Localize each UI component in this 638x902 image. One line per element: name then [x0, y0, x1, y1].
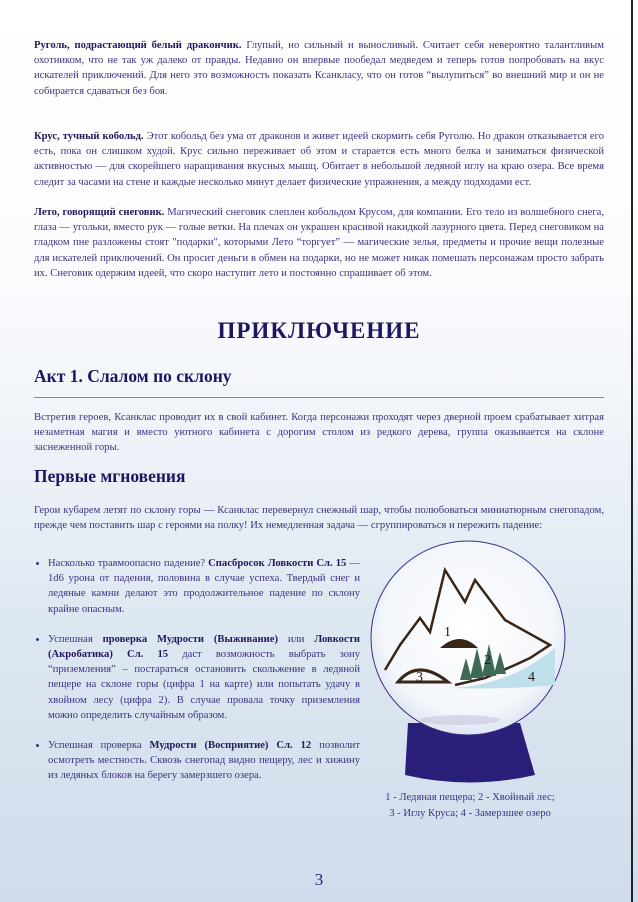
- npc-name: Руголь, подрастающий белый дракончик.: [34, 40, 242, 51]
- map-caption: 1 - Ледяная пещера; 2 - Хвойный лес; 3 - Иглу Круса; 4 - Замерзшее озеро: [385, 792, 555, 819]
- npc-name: Лето, говорящий снеговик.: [34, 207, 165, 218]
- section-text: Герои кубарем летят по склону горы — Ксанклас перевернул снежный шар, чтобы полюбоваться миниатюрным снегопадом, прежде чем поставить шар с героями на полку! Их немедленная задача — сгруппироваться и пережить падение:: [34, 505, 604, 532]
- bullet-list: [30, 556, 360, 799]
- list-item: • Насколько травмоопасно падение? Спасбросок Ловкости Сл. 15 — 1d6 урона от падения, половина в случае успеха. Твердый снег и ледяные камни делают это продолжительное падение по склону крайне опасным.: [48, 556, 360, 617]
- list-item: • Успешная проверка Мудрости (Восприятие) Сл. 12 позволит осмотреть местность. Сквозь снегопад видно пещеру, лес и хижину из ледяных блоков на берегу замерзшего озера.: [48, 738, 360, 784]
- npc-leto: [34, 205, 604, 281]
- section-title: Первые мгновения: [34, 466, 186, 486]
- npc-text: Глупый, но сильный и выносливый. Считает себя невероятно талантливым охотником, что не так уж далеко от правды. Недавно он впервые пообедал медведем и теперь готов попробовать на вкус искателей приключений. Для него это возможность показать Ксанкласу, что он готов “вылупиться” во внешний мир и он не собирается сдаваться без боя.: [34, 40, 604, 97]
- npc-rugol: [34, 38, 604, 99]
- map-label: 3: [416, 670, 423, 685]
- map-label: 1: [444, 625, 451, 640]
- act-text: Встретив героев, Ксанклас проводит их в свой кабинет. Когда персонажи проходят через дверной проем срабатывает хитрая незаметная магия и вместо уютного кабинета с дорогим столом из редкого дерева, группа оказывается на склоне заснеженной горы.: [34, 412, 604, 454]
- npc-text: Этот кобольд без ума от драконов и живет идеей скормить себя Руголю. Но дракон отказывается его есть, пока он слишком худой. Крус сильно переживает об этом и старается есть много белка и заниматься физической активностью — для скорейшего наращивания вкусных мышц. Обитает в небольшой ледяной иглу на краю озера. Все время следит за часами на стене и каждые несколько минут делает физические упражнения, а между подходами ест.: [34, 131, 604, 188]
- map-label: 4: [528, 670, 535, 685]
- page-number: 3: [314, 870, 324, 889]
- page-edge: [631, 0, 633, 902]
- npc-krus: [34, 129, 604, 190]
- npc-text: Магический снеговик слеплен кобольдом Крусом, для компании. Его тело из волшебного снега, глаза — угольки, вместо рук — голые ветки. На плечах он украшен красивой накидкой лазурного цвета. Перед снеговиком на гладком пне разложены стоят "подарки", которыми Лето “торгует” — магические зелья, предметы и прочие вещи полезные для искателей приключений. Он просит деньги в обмен на подарки, но не может никак помешать персонажам просто забрать их. Снеговик одержим идеей, что скоро наступит лето и постоянно спрашивает об этом.: [34, 207, 605, 279]
- divider: [34, 397, 604, 398]
- list-item: • Успешная проверка Мудрости (Выживание) или Ловкости (Акробатика) Сл. 15 даст возможность выбрать зону “приземления” – постараться остановить скольжение в ледяной пещере на склоне горы (цифра 1 на карте) или попытать удачу в хвойном лесу (цифра 2). В случае провала точку приземления можно определить случайным образом.: [48, 632, 360, 723]
- snow-globe-map: [360, 540, 580, 790]
- npc-name: Крус, тучный кобольд.: [34, 131, 144, 142]
- act-title: Акт 1. Слалом по склону: [34, 366, 232, 386]
- map-label: 2: [484, 653, 491, 668]
- adventure-title: ПРИКЛЮЧЕНИЕ: [217, 318, 421, 343]
